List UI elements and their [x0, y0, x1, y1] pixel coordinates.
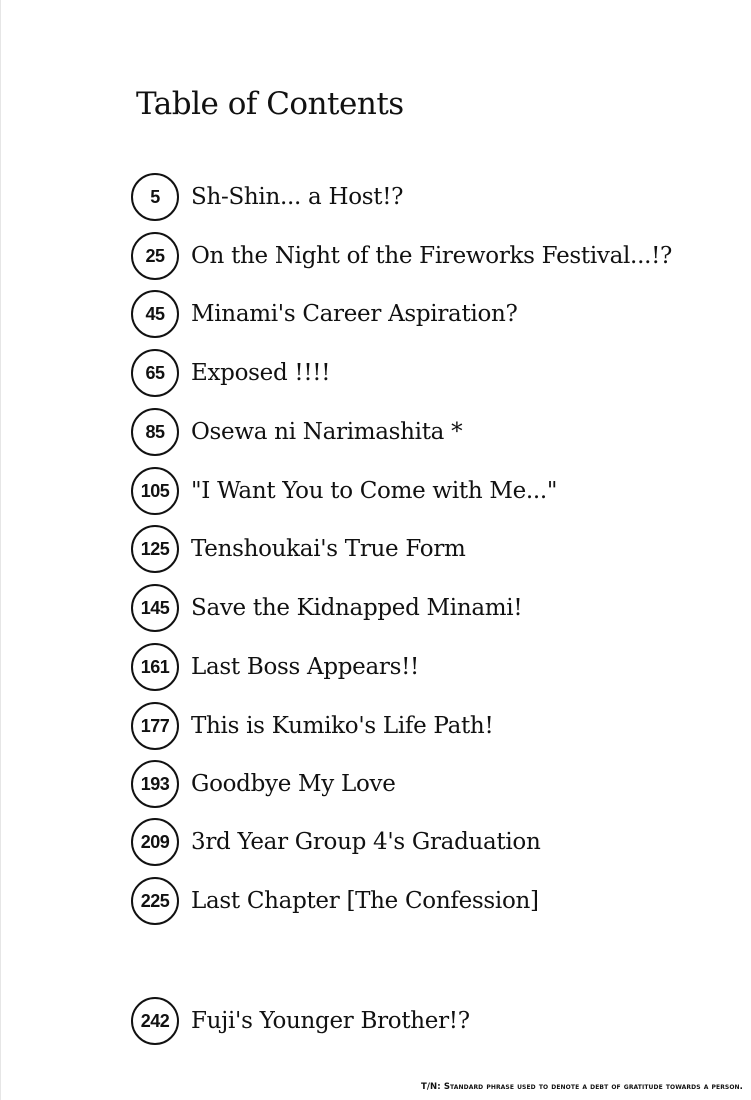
toc-entry	[131, 760, 396, 808]
chapter-title: Sh-Shin... a Host!?	[191, 183, 404, 210]
page-number-badge: 193	[131, 760, 179, 808]
chapter-title: Last Chapter [The Confession]	[191, 887, 539, 914]
chapter-title: Fuji's Younger Brother!?	[191, 1007, 470, 1034]
toc-entry	[131, 818, 541, 866]
page-number-badge: 225	[131, 877, 179, 925]
page-number-badge: 5	[131, 173, 179, 221]
page-title: Table of Contents	[136, 86, 404, 122]
chapter-title: Tenshoukai's True Form	[191, 535, 466, 562]
chapter-title: This is Kumiko's Life Path!	[191, 712, 494, 739]
chapter-title: 3rd Year Group 4's Graduation	[191, 828, 541, 855]
page-number-badge: 209	[131, 818, 179, 866]
page-number-badge: 161	[131, 643, 179, 691]
chapter-title: Exposed !!!!	[191, 359, 331, 386]
chapter-title: Save the Kidnapped Minami!	[191, 594, 523, 621]
page-number-badge: 125	[131, 525, 179, 573]
chapter-title: Minami's Career Aspiration?	[191, 300, 518, 327]
page-number-badge: 105	[131, 467, 179, 515]
toc-entry	[131, 643, 419, 691]
toc-entry	[131, 997, 470, 1045]
chapter-title: "I Want You to Come with Me..."	[191, 477, 558, 504]
toc-entry	[131, 408, 462, 456]
toc-entry	[131, 584, 522, 632]
toc-entry	[131, 467, 557, 515]
chapter-title: Osewa ni Narimashita *	[191, 418, 463, 445]
toc-entry	[131, 349, 330, 397]
toc-entry	[131, 290, 518, 338]
chapter-title: Goodbye My Love	[191, 770, 396, 797]
chapter-title: Last Boss Appears!!	[191, 653, 419, 680]
toc-entry	[131, 173, 403, 221]
toc-entry	[131, 877, 539, 925]
toc-entry	[131, 525, 466, 573]
page-number-badge: 45	[131, 290, 179, 338]
page-number-badge: 65	[131, 349, 179, 397]
translator-note: T/N: Standard phrase used to denote a debt of gratitude towards a person.	[420, 1082, 743, 1092]
chapter-title: On the Night of the Fireworks Festival...!?	[191, 242, 673, 269]
toc-entry	[131, 232, 672, 280]
page-edge	[0, 0, 1, 1100]
page-number-badge: 85	[131, 408, 179, 456]
page-number-badge: 25	[131, 232, 179, 280]
page-number-badge: 177	[131, 702, 179, 750]
page-number-badge: 242	[131, 997, 179, 1045]
page-number-badge: 145	[131, 584, 179, 632]
toc-entry	[131, 702, 493, 750]
